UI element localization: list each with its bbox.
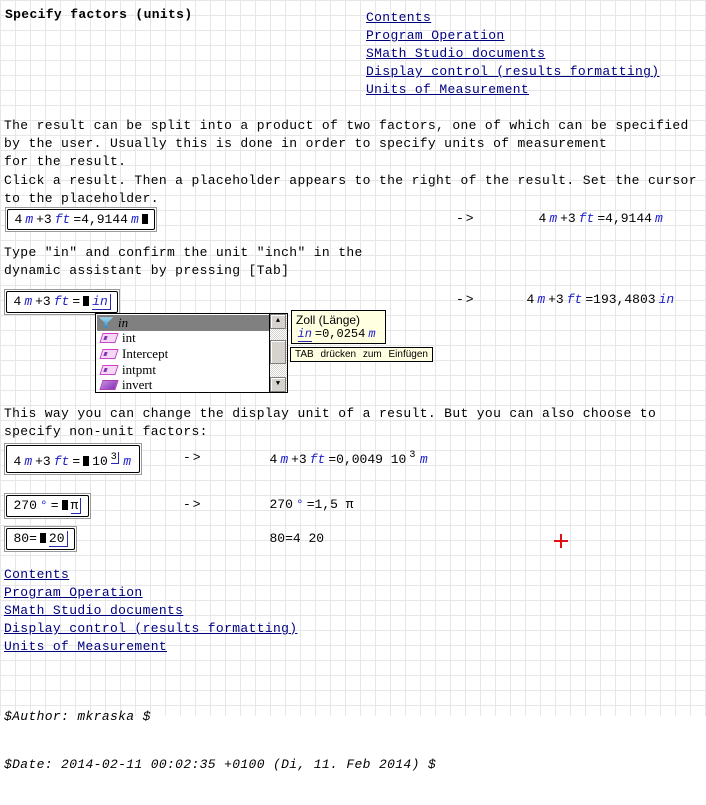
formula-box-pi-factor[interactable] [4,493,91,519]
math-token: 80=4 20 [269,531,325,546]
math-token: 80= [13,531,37,546]
math-token: m [549,211,558,226]
math-token: =0,0254 [314,327,366,341]
formula-4 [6,495,89,517]
formula-2 [6,291,118,313]
math-token: =193,4803 [585,292,656,307]
math-token: 20 [49,531,68,547]
footer-author: $Author: mkraska $ [4,709,151,724]
red-cross-cursor [554,534,568,548]
assistant-item-intpmt[interactable] [97,362,269,378]
bottom-nav [4,566,297,656]
math-token: ° [295,497,304,512]
assistant-scrollbar[interactable] [269,314,287,392]
scroll-up-button[interactable] [270,314,286,329]
math-token: +3 [35,294,51,309]
placeholder-box [62,500,68,510]
formula-box-number-factor[interactable] [4,526,77,552]
math-token: 4 [269,452,278,467]
paragraph-click-result [4,172,697,208]
math-token: 270 [13,498,37,513]
math-token: 4 [13,294,22,309]
math-token: 4 [14,212,23,227]
math-token: = [50,498,59,513]
text-line: specify non-unit factors: [4,424,208,439]
math-token: m [24,294,33,309]
math-token: = [72,454,81,469]
math-token: ° [39,498,48,513]
formula-box-typing-in[interactable] [4,289,120,315]
math-token: m [654,211,663,226]
assistant-item-label: int [122,330,136,346]
math-token: +3 [560,211,576,226]
page-title: Specify factors (units) [5,7,193,22]
arrow-4: -> [183,497,203,512]
result-5[interactable] [268,531,326,546]
unit-tooltip-title: Zoll (Länge) [296,313,361,327]
function-icon [99,349,118,359]
math-token: m [280,452,289,467]
arrow-1: -> [456,211,476,226]
math-token: ft [53,294,70,309]
assistant-item-in[interactable] [97,315,269,331]
math-token: 4 [13,454,22,469]
nav-link-2[interactable]: SMath Studio documents [4,603,184,618]
assistant-item-label: in [118,315,129,330]
result-2[interactable] [525,292,676,307]
math-token: m [368,327,376,341]
scroll-down-button[interactable] [270,377,286,392]
text-line: Click a result. Then a placeholder appears to the right of the result. Set the cursor [4,173,697,188]
math-token: m [537,292,546,307]
math-token: π [71,498,82,514]
math-token: in [658,292,675,307]
math-token: 4 [526,292,535,307]
footer-date: $Date: 2014-02-11 00:02:35 +0100 (Di, 11. Feb 2014) $ [4,757,437,772]
arrow-up-icon: ▲ [275,317,281,325]
dynamic-assistant-dropdown[interactable] [95,313,288,393]
nav-link-3[interactable]: Display control (results formatting) [4,621,298,636]
formula-box-power-factor[interactable] [4,443,142,475]
nav-link-3[interactable]: Display control (results formatting) [366,64,660,79]
nav-link-0[interactable]: Contents [366,10,432,25]
math-token: =4,9144 [597,211,652,226]
math-token: = [72,294,81,309]
assistant-item-Intercept[interactable] [97,346,269,362]
red-cross-horizontal [554,540,568,542]
placeholder-box [83,296,89,306]
placeholder-box [83,456,89,466]
math-token: ft [309,452,326,467]
math-token: ft [578,211,595,226]
arrow-down-icon: ▼ [275,380,281,388]
placeholder-box [40,533,46,543]
math-token: +3 [36,212,52,227]
math-token: +3 [35,454,51,469]
assistant-item-label: invert [122,377,153,391]
unit-tooltip [291,310,386,344]
tab-hint-tooltip: TAB drücken zum Einfügen [290,347,433,362]
formula-5 [6,528,75,550]
math-token: +3 [291,452,307,467]
nav-link-4[interactable]: Units of Measurement [366,82,530,97]
nav-link-1[interactable]: Program Operation [4,585,143,600]
math-token: ft [54,212,71,227]
result-3[interactable] [268,450,429,467]
math-token: ft [566,292,583,307]
paragraph-intro [4,117,689,171]
math-token: m [130,212,139,227]
text-line: dynamic assistant by pressing [Tab] [4,263,290,278]
text-line: This way you can change the display unit of a result. But you can also choose to [4,406,657,421]
formula-3 [6,445,140,473]
unit-tooltip-formula [296,327,381,342]
math-token: 270 [269,497,293,512]
function-icon [99,333,118,343]
placeholder-box [142,214,148,224]
math-token: m [24,454,33,469]
arrow-2: -> [456,292,476,307]
math-token: 3 [409,450,416,461]
math-token: m [25,212,34,227]
nav-link-0[interactable]: Contents [4,567,70,582]
math-token: in [297,327,312,341]
math-token: 3 [110,452,117,463]
math-token: in [92,294,111,310]
math-token: 4 [538,211,547,226]
scroll-thumb[interactable] [270,340,286,364]
text-line: to the placeholder. [4,191,159,206]
paragraph-non-unit-factors [4,405,656,441]
formula-1 [7,209,155,230]
footer [4,677,436,805]
top-nav [366,9,659,99]
nav-link-2[interactable]: SMath Studio documents [366,46,546,61]
invert-icon [99,380,118,390]
paragraph-type-in [4,244,363,280]
nav-link-4[interactable]: Units of Measurement [4,639,168,654]
function-icon [99,365,118,375]
assistant-item-label: Intercept [122,345,169,361]
math-token: m [419,452,428,467]
text-line: The result can be split into a product of two factors, one of which can be specified [4,118,689,133]
result-1[interactable] [537,211,664,226]
math-token: =1,5 π [306,497,354,512]
assistant-item-int[interactable] [97,331,269,347]
assistant-item-label: intpmt [122,361,156,377]
math-token: ft [53,454,70,469]
assistant-item-invert[interactable] [97,377,269,391]
nav-link-1[interactable]: Program Operation [366,28,505,43]
text-line: for the result. [4,154,127,169]
arrow-3: -> [183,450,203,465]
formula-box-placeholder[interactable] [5,207,157,232]
math-token: +3 [548,292,564,307]
result-4[interactable] [268,497,355,512]
math-token: 10 [92,454,108,469]
text-line: by the user. Usually this is done in order to specify units of measurement [4,136,608,151]
math-token: m [123,454,132,469]
math-token: =0,0049 10 [328,452,407,467]
assistant-list [97,315,269,391]
text-line: Type "in" and confirm the unit "inch" in the [4,245,363,260]
unit-icon [99,317,113,328]
math-token: =4,9144 [73,212,128,227]
